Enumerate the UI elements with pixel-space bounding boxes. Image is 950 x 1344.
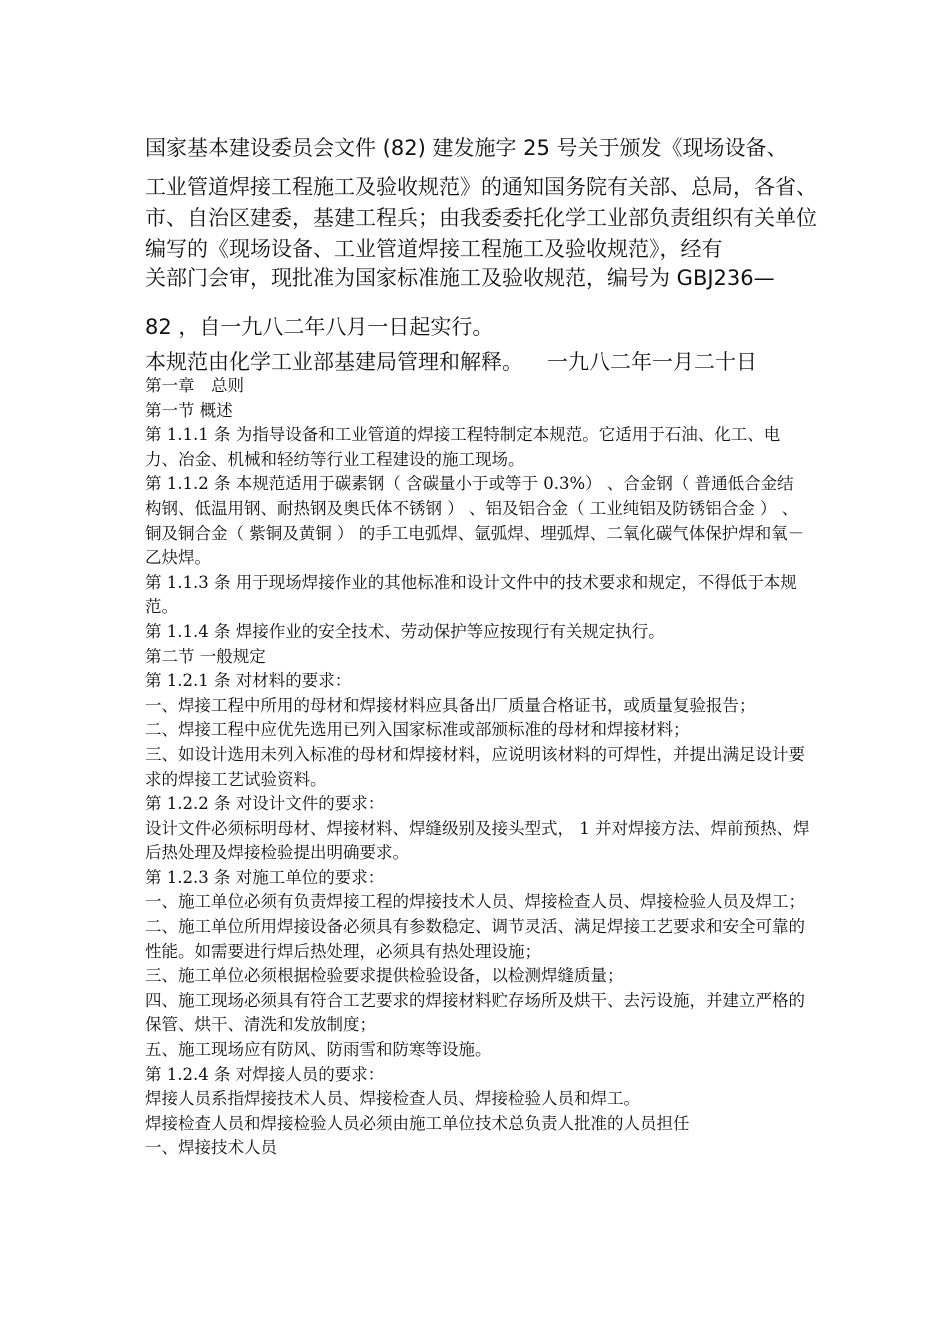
- body-paragraph: 设计文件必须标明母材、焊接材料、焊缝级别及接头型式， 1 并对焊接方法、焊前预热、焊后热处理及焊接检验提出明确要求。: [145, 818, 810, 863]
- issue-date: 一九八二年一月二十日: [547, 350, 757, 374]
- list-item: 二、焊接工程中应优先选用已列入国家标准或部颁标准的母材和焊接材料；: [145, 720, 690, 740]
- article-paragraph: 第 1.2.4 条 对焊接人员的要求：: [145, 1064, 385, 1084]
- list-item: 一、焊接工程中所用的母材和焊接材料应具备出厂质量合格证书，或质量复验报告；: [145, 695, 756, 715]
- list-item: 二、施工单位所用焊接设备必须具有参数稳定、调节灵活、满足焊接工艺要求和安全可靠的性能。如需要进行焊后热处理，必须具有热处理设施；: [145, 917, 805, 961]
- notice-administration-line: [145, 346, 825, 376]
- list-item: 一、焊接技术人员: [145, 1138, 277, 1158]
- article-paragraph: 第 1.1.2 条 本规范适用于碳素钢（ 含碳量小于或等于 0.3%） 、合金钢（ 普通低合金结构钢、低温用钢、耐热钢及奥氏体不锈钢 ） 、铝及铝合金（ 工业纯铝及防锈铝合金 ） 、铜及铜合金（ 紫铜及黄铜 ） 的手工电弧焊、氩弧焊、埋弧焊、二氧化碳气体保护焊和氧－乙炔焊。: [145, 474, 805, 568]
- chapter-heading: 第一章 总则: [145, 376, 244, 395]
- article-paragraph: 第 1.1.3 条 用于现场焊接作业的其他标准和设计文件中的技术要求和规定，不得低于本规范。: [145, 572, 797, 617]
- administration-statement: 本规范由化学工业部基建局管理和解释。: [145, 350, 523, 374]
- list-item: 一、施工单位必须有负责焊接工程的焊接技术人员、焊接检查人员、焊接检验人员及焊工；: [145, 892, 805, 912]
- article-paragraph: 第 1.2.3 条 对施工单位的要求：: [145, 867, 385, 887]
- specification-body: [145, 374, 810, 1161]
- article-paragraph: 第 1.2.2 条 对设计文件的要求：: [145, 794, 385, 814]
- article-paragraph: 第 1.1.1 条 为指导设备和工业管道的焊接工程特制定本规范。它适用于石油、化工、电力、冶金、机械和轻纺等行业工程建设的施工现场。: [145, 425, 781, 469]
- section-heading: 第二节 一般规定: [145, 646, 266, 666]
- list-item: 三、施工单位必须根据检验要求提供检验设备，以检测焊缝质量；: [145, 966, 624, 986]
- list-item: 三、如设计选用未列入标准的母材和焊接材料，应说明该材料的可焊性，并提出满足设计要求的焊接工艺试验资料。: [145, 744, 805, 789]
- list-item: 四、施工现场必须具有符合工艺要求的焊接材料贮存场所及烘干、去污设施，并建立严格的保管、烘干、清洗和发放制度；: [145, 990, 805, 1035]
- section-heading: 第一节 概述: [145, 400, 233, 420]
- body-paragraph: 焊接人员系指焊接技术人员、焊接检查人员、焊接检验人员和焊工。: [145, 1089, 640, 1109]
- notice-header-line: 国家基本建设委员会文件 (82) 建发施字 25 号关于颁发《现场设备、: [145, 136, 788, 160]
- notice-approval-line: 关部门会审，现批准为国家标准施工及验收规范，编号为 GBJ236—: [145, 266, 775, 290]
- list-item: 五、施工现场应有防风、防雨雪和防寒等设施。: [145, 1040, 492, 1060]
- article-paragraph: 第 1.2.1 条 对材料的要求：: [145, 671, 352, 691]
- notice-effective-date-line: 82 ，自一九八二年八月一日起实行。: [145, 315, 494, 339]
- article-paragraph: 第 1.1.4 条 焊接作业的安全技术、劳动保护等应按现行有关规定执行。: [145, 621, 665, 641]
- notice-body-paragraph: 工业管道焊接工程施工及验收规范》的通知国务院有关部、总局，各省、市、自治区建委，基建工程兵；由我委委托化学工业部负责组织有关单位编写的《现场设备、工业管道焊接工程施工及验收规范》，经有: [145, 175, 817, 261]
- body-paragraph: 焊接检查人员和焊接检验人员必须由施工单位技术总负责人批准的人员担任: [145, 1113, 690, 1133]
